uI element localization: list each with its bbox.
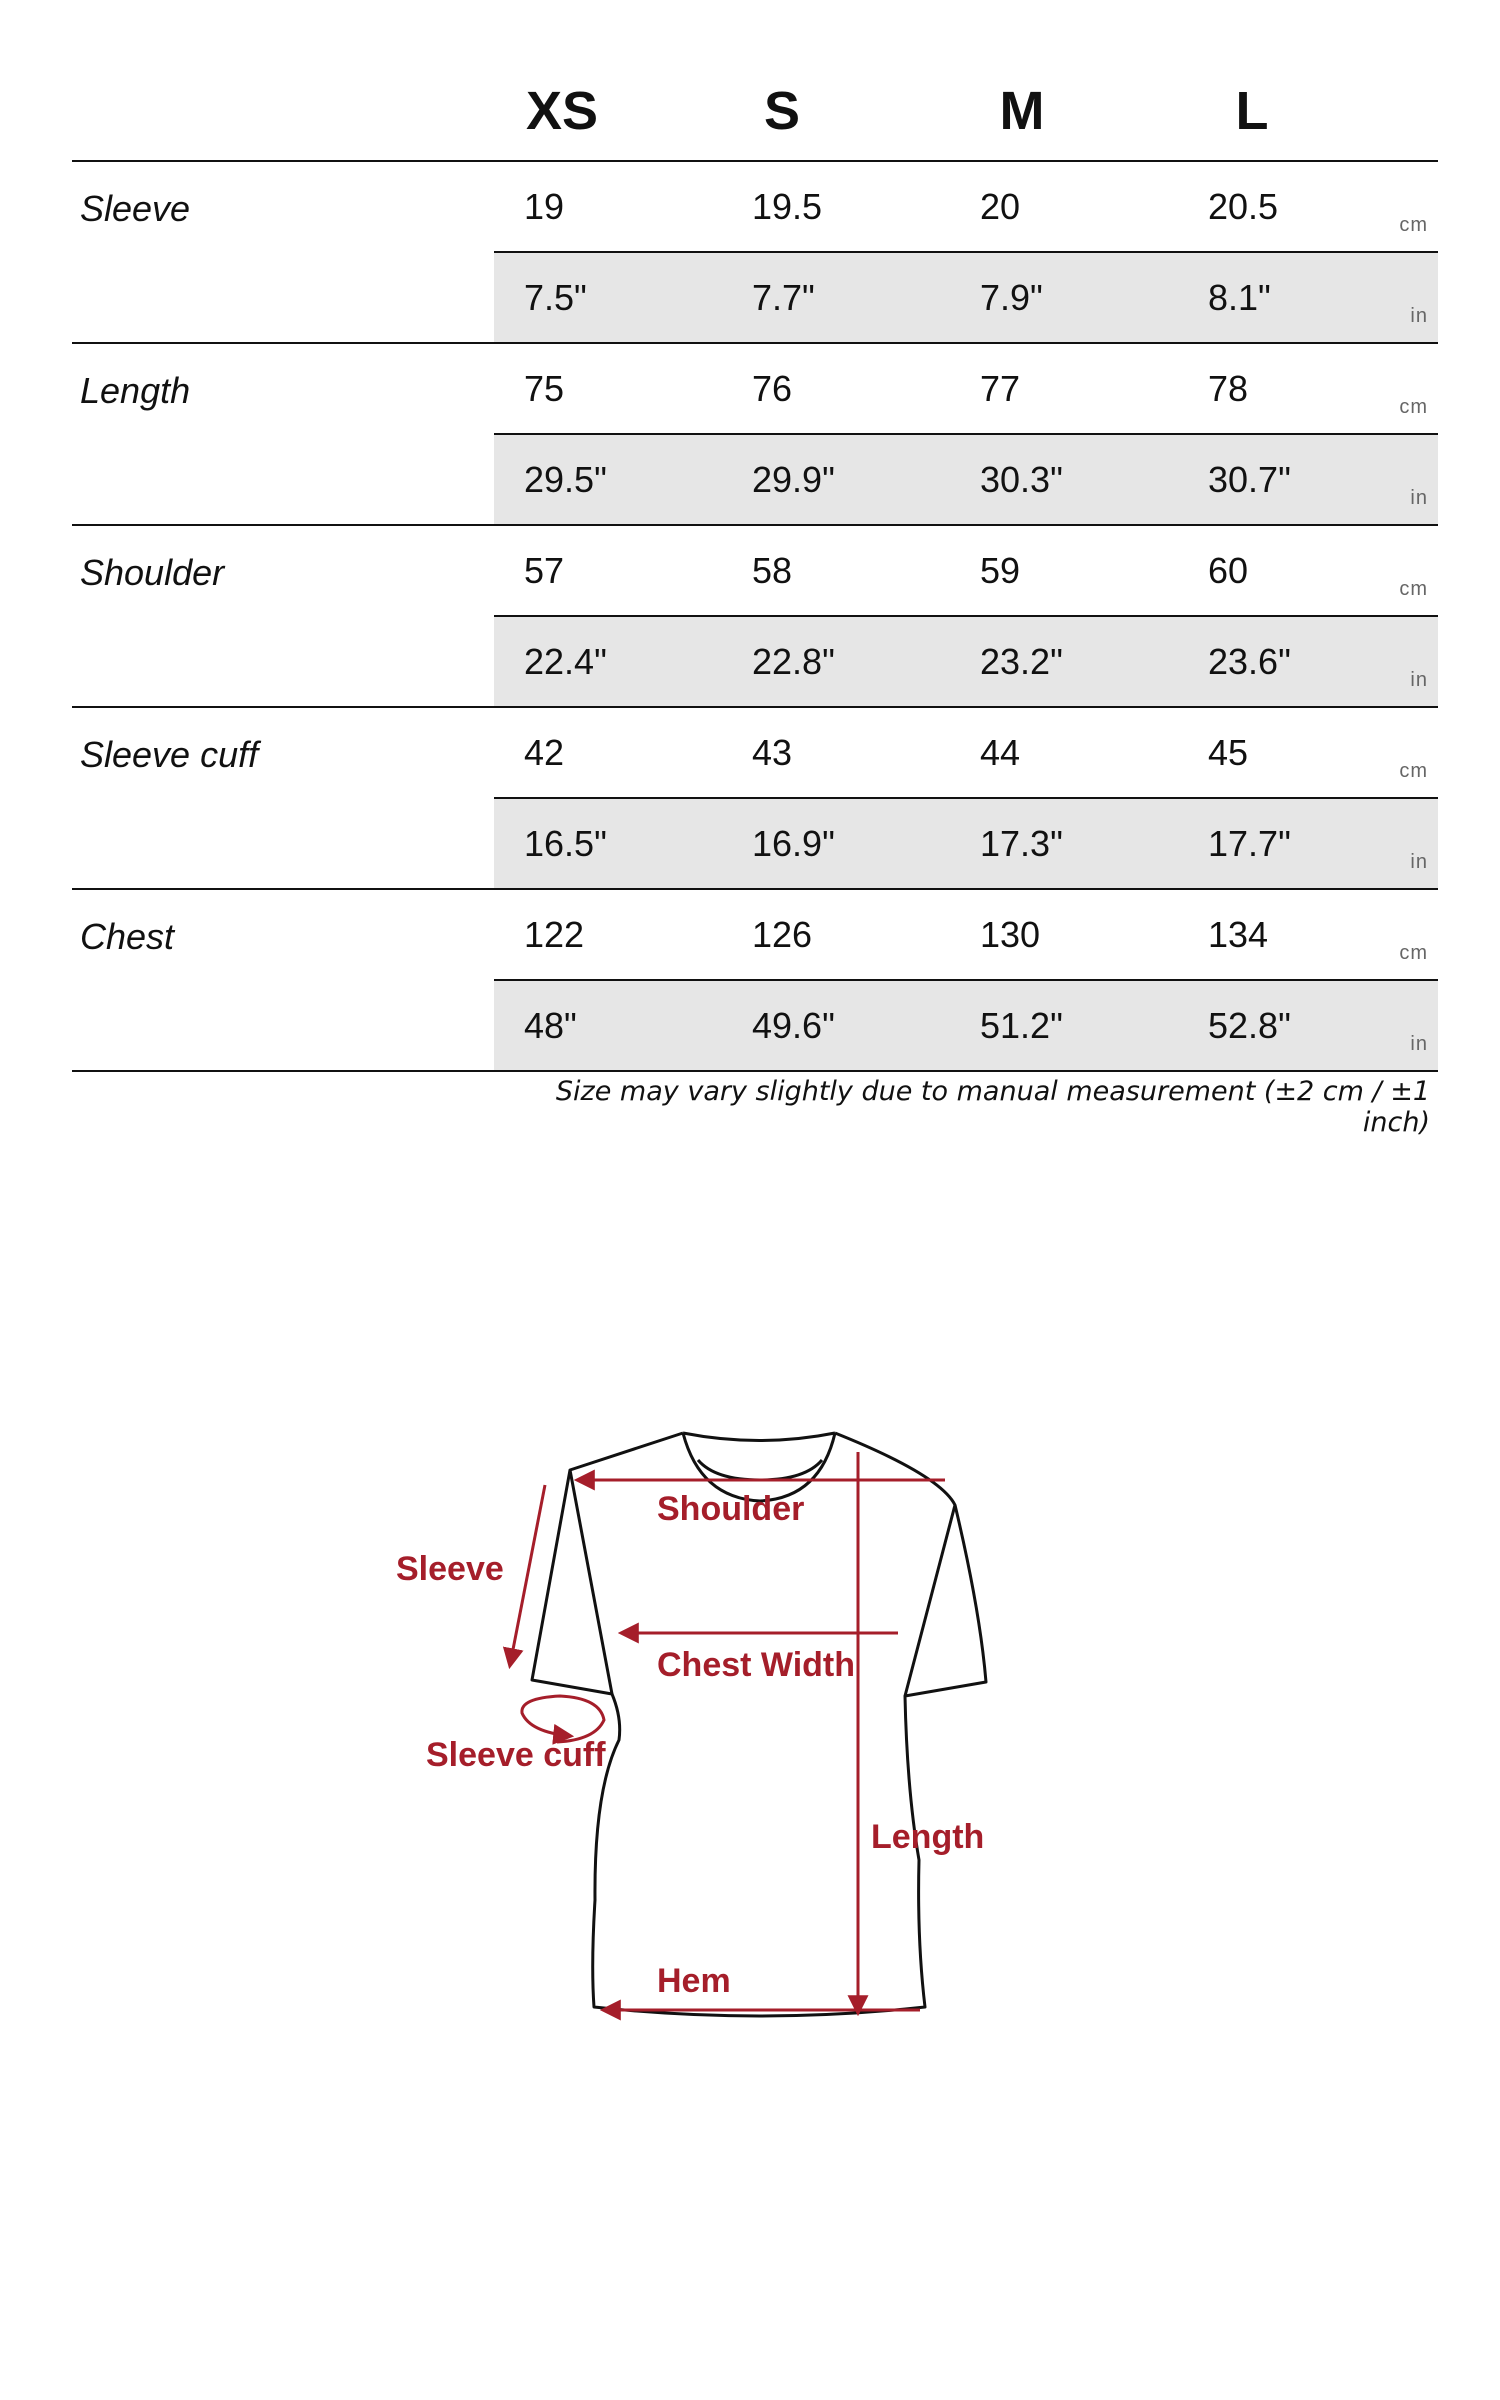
unit-label: cm [1399, 760, 1428, 782]
measurement-groups [72, 162, 1438, 1072]
value-cell: 16.9" [752, 823, 835, 864]
size-chart-table [72, 70, 1438, 1138]
value-cell: 45 [1208, 732, 1249, 773]
value-row-in [494, 617, 1438, 706]
sleeve-label: Sleeve [396, 1550, 504, 1588]
measurement-group [72, 162, 1438, 344]
sleeve-cuff-label: Sleeve cuff [426, 1736, 606, 1774]
unit-label: cm [1399, 578, 1428, 600]
measurement-label: Chest [80, 916, 175, 957]
measurement-group [72, 526, 1438, 708]
value-cell: 57 [524, 550, 565, 591]
unit-label: in [1410, 851, 1428, 873]
value-cell: 130 [980, 914, 1041, 955]
value-cell: 20.5 [1208, 186, 1279, 227]
measurement-arrows [510, 1452, 945, 2012]
value-cell: 23.2" [980, 641, 1063, 682]
size-header-s: S [763, 81, 801, 141]
value-row-cm [494, 526, 1438, 617]
value-cell: 22.4" [524, 641, 607, 682]
value-cell: 22.8" [752, 641, 835, 682]
unit-label: cm [1399, 214, 1428, 236]
length-label: Length [871, 1818, 985, 1856]
value-cell: 48" [524, 1005, 577, 1046]
measurement-label: Sleeve cuff [80, 734, 259, 775]
value-row-cm [494, 890, 1438, 981]
value-cell: 59 [980, 550, 1021, 591]
shoulder-label: Shoulder [657, 1490, 805, 1528]
value-cell: 134 [1208, 914, 1269, 955]
value-cell: 77 [980, 368, 1021, 409]
tshirt-diagram [0, 1380, 1500, 2080]
value-cell: 17.3" [980, 823, 1063, 864]
value-cell: 19 [524, 186, 565, 227]
unit-label: in [1410, 669, 1428, 691]
value-row-in [494, 435, 1438, 524]
value-row-in [494, 253, 1438, 342]
value-cell: 43 [752, 732, 793, 773]
value-cell: 49.6" [752, 1005, 835, 1046]
value-cell: 29.5" [524, 459, 607, 500]
value-cell: 30.7" [1208, 459, 1291, 500]
unit-label: cm [1399, 942, 1428, 964]
value-cell: 58 [752, 550, 793, 591]
hem-label: Hem [657, 1962, 731, 2000]
value-cell: 17.7" [1208, 823, 1291, 864]
value-cell: 29.9" [752, 459, 835, 500]
measurement-label: Sleeve [80, 188, 191, 229]
value-row-in [494, 981, 1438, 1070]
size-header-m: M [999, 81, 1045, 141]
value-row-cm [494, 708, 1438, 799]
value-cell: 8.1" [1208, 277, 1271, 318]
chest-width-label: Chest Width [657, 1646, 856, 1684]
measurement-group [72, 890, 1438, 1072]
value-cell: 76 [752, 368, 793, 409]
measurement-note: Size may vary slightly due to manual measurement (±2 cm / ±1 inch) [555, 1076, 1430, 1138]
value-cell: 60 [1208, 550, 1249, 591]
value-cell: 16.5" [524, 823, 607, 864]
value-cell: 7.5" [524, 277, 587, 318]
unit-label: in [1410, 305, 1428, 327]
value-row-cm [494, 344, 1438, 435]
size-header-xs: XS [525, 81, 599, 141]
measurement-label: Length [80, 370, 191, 411]
measurement-group [72, 344, 1438, 526]
size-header-row [72, 70, 1438, 162]
value-cell: 19.5 [752, 186, 823, 227]
tshirt-outline-svg [0, 1380, 1500, 2080]
size-header-l: L [1235, 81, 1269, 141]
unit-label: in [1410, 1033, 1428, 1055]
value-cell: 75 [524, 368, 565, 409]
value-cell: 20 [980, 186, 1021, 227]
value-cell: 30.3" [980, 459, 1063, 500]
value-row-in [494, 799, 1438, 888]
value-cell: 44 [980, 732, 1021, 773]
value-cell: 23.6" [1208, 641, 1291, 682]
value-cell: 7.9" [980, 277, 1043, 318]
unit-label: cm [1399, 396, 1428, 418]
value-cell: 42 [524, 732, 565, 773]
value-cell: 52.8" [1208, 1005, 1291, 1046]
measurement-group [72, 708, 1438, 890]
unit-label: in [1410, 487, 1428, 509]
value-cell: 51.2" [980, 1005, 1063, 1046]
value-row-cm [494, 162, 1438, 253]
measurement-label: Shoulder [80, 552, 225, 593]
value-cell: 126 [752, 914, 813, 955]
value-cell: 78 [1208, 368, 1249, 409]
value-cell: 122 [524, 914, 585, 955]
value-cell: 7.7" [752, 277, 815, 318]
